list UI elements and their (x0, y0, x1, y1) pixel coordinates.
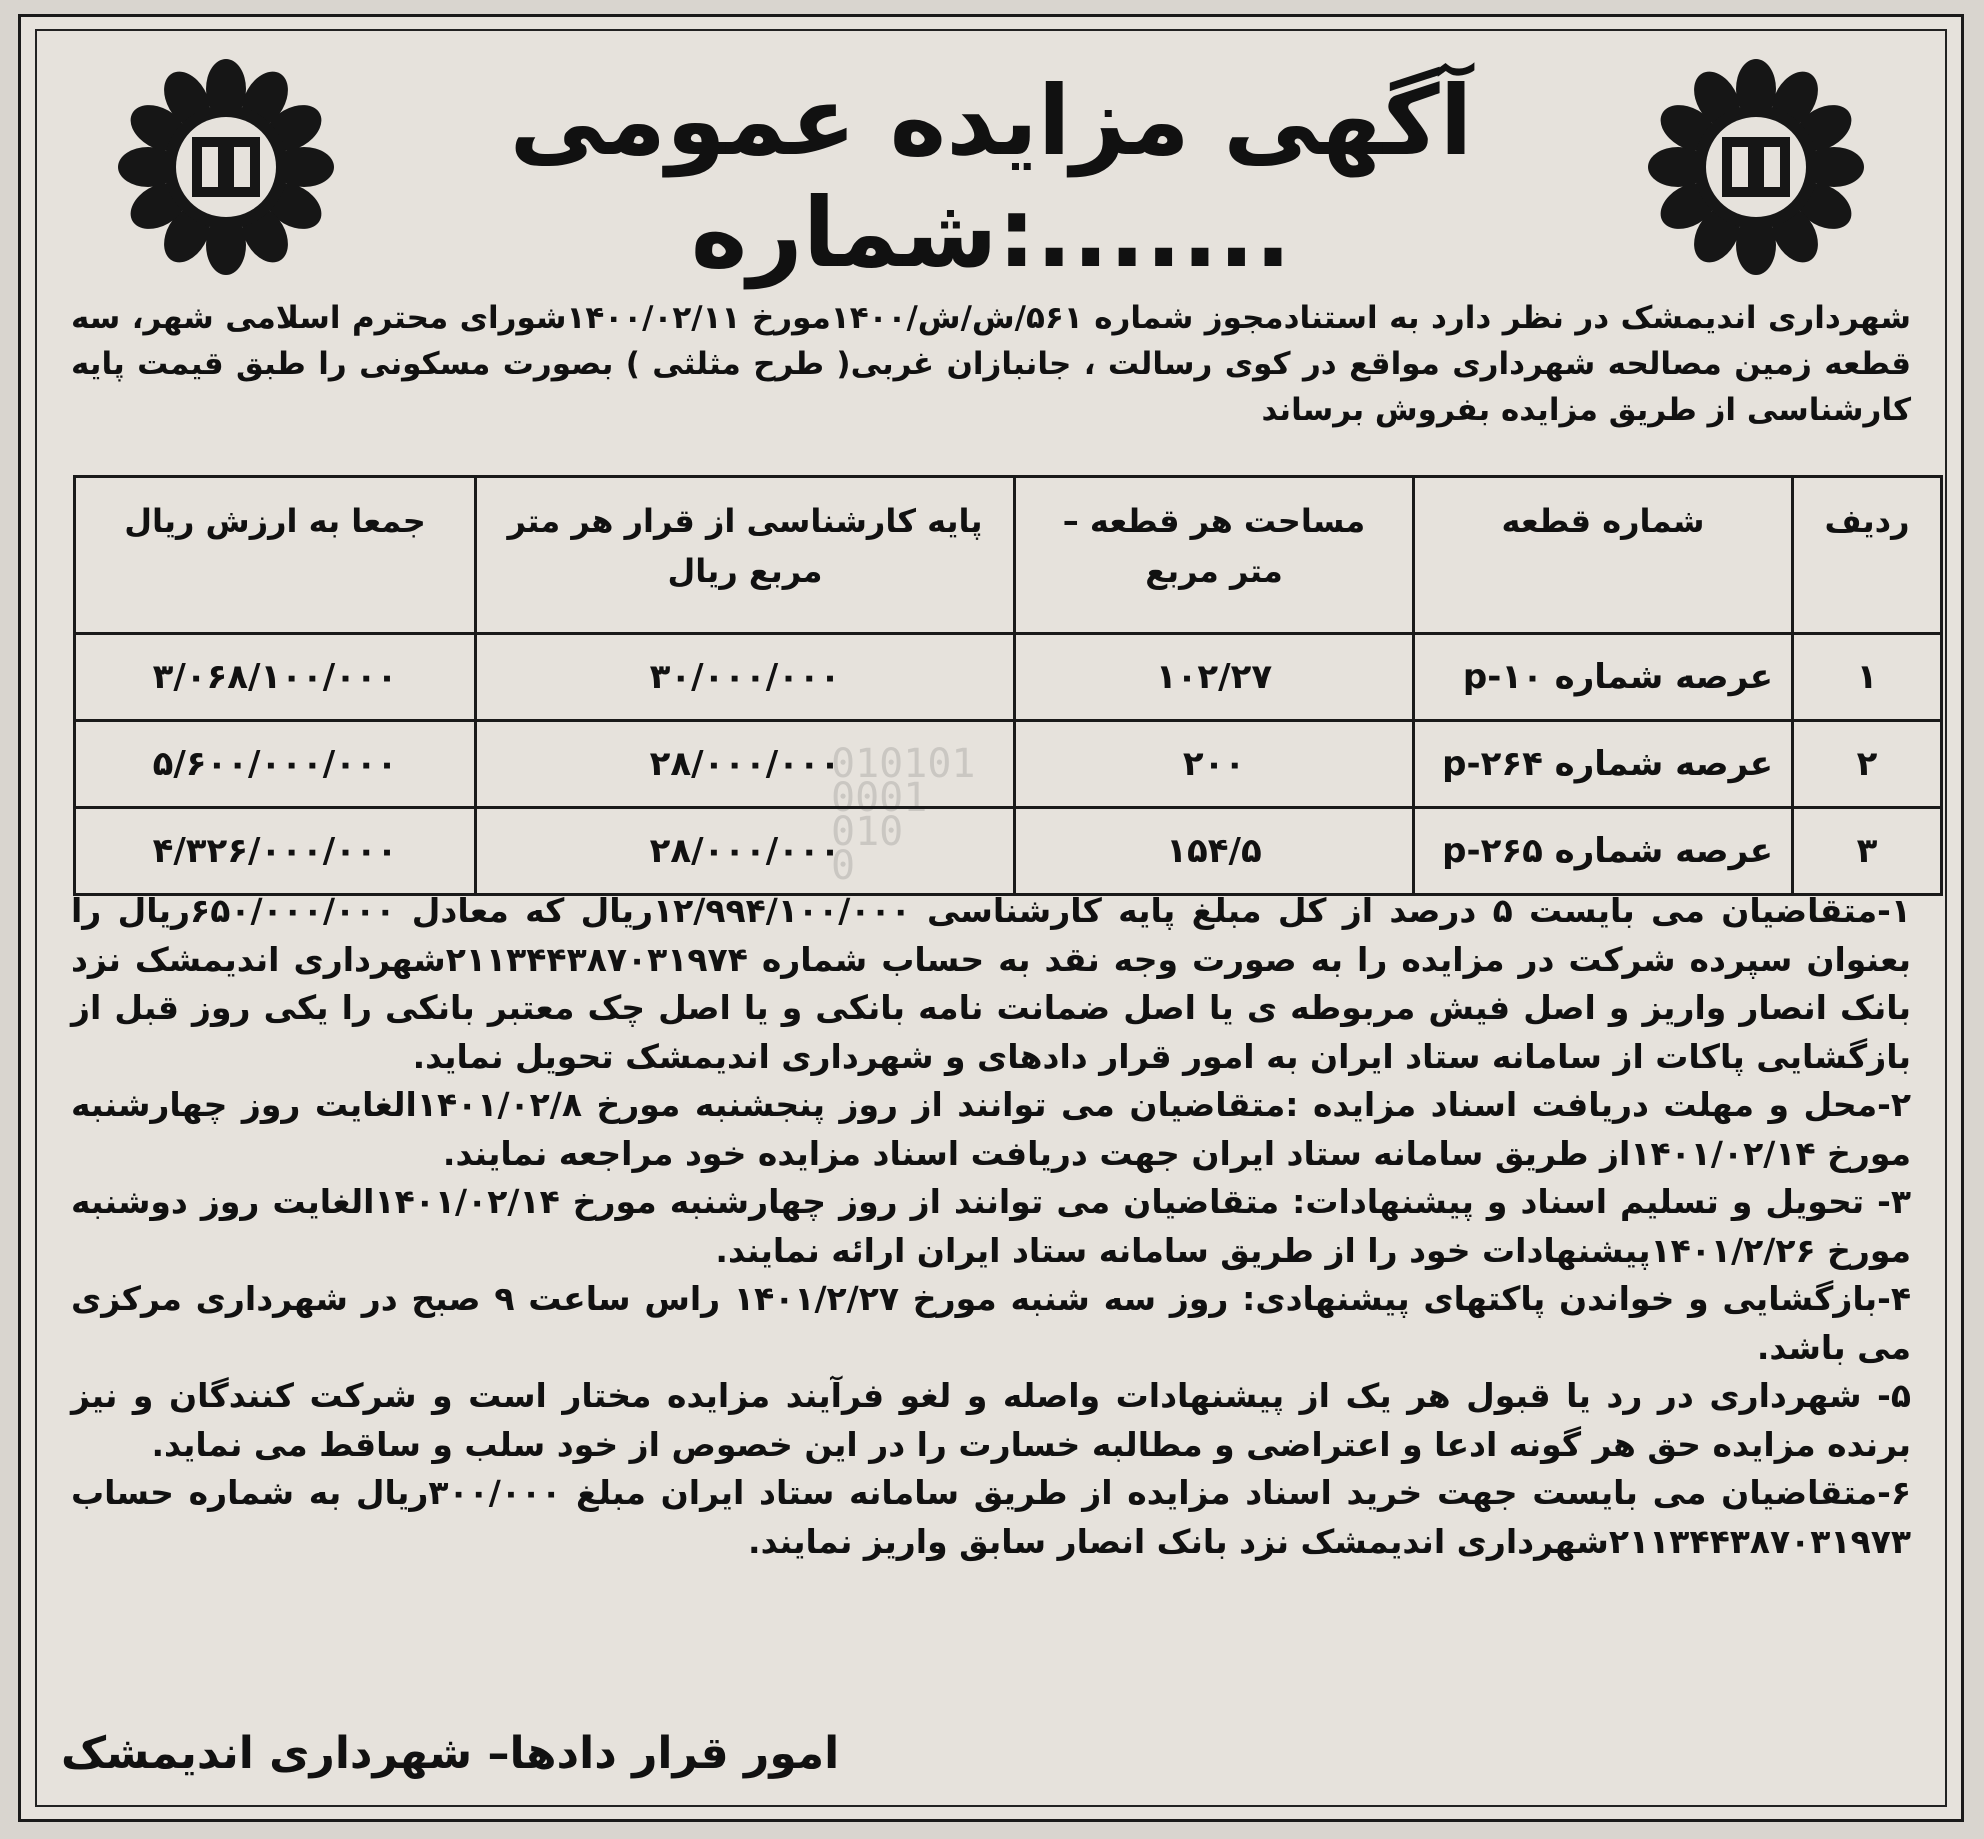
cell-total-value: ۳/۰۶۸/۱۰۰/۰۰۰ (75, 634, 476, 721)
cell-base-price: ۲۸/۰۰۰/۰۰۰ (476, 721, 1015, 808)
cell-area: ۲۰۰ (1015, 721, 1414, 808)
notice-page (18, 14, 1964, 1822)
clause-item: ۴-بازگشایی و خواندن پاکتهای پیشنهادی: روز سه شنبه مورخ ۱۴۰۱/۲/۲۷ راس ساعت ۹ صبح در شهرداری مرکزی می باشد. (71, 1279, 1911, 1367)
clause-item: ۶-متقاضیان می بایست جهت خرید اسناد مزایده از طریق سامانه ستاد ایران مبلغ ۳۰۰/۰۰۰ریال به شماره حساب ۲۱۱۳۴۴۳۸۷۰۳۱۹۷۳شهرداری اندیمشک نزد بانک انصار سابق واریز نمایند. (71, 1473, 1911, 1561)
watermark: 010101 0001 010 0 (831, 741, 976, 889)
table-row (75, 634, 1942, 721)
notice-title: آگهی مزایده عمومی (509, 65, 1473, 177)
clause-item: ۵- شهرداری در رد یا قبول هر یک از پیشنهادات واصله و لغو فرآیند مزایده مختار است و شرکت کنندگان و نیز برنده مزایده حق هر گونه ادعا و اعتراضی و مطالبه خسارت را در این خصوص از خود سلب و ساقط می نماید. (71, 1376, 1911, 1464)
table-row (75, 808, 1942, 895)
header-lot-number: شماره قطعه (1414, 477, 1793, 634)
cell-row-number: ۳ (1793, 808, 1942, 895)
cell-total-value: ۵/۶۰۰/۰۰۰/۰۰۰ (75, 721, 476, 808)
clause-item: ۱-متقاضیان می بایست ۵ درصد از کل مبلغ پایه کارشناسی ۱۲/۹۹۴/۱۰۰/۰۰۰ریال که معادل ۶۵۰/۰۰۰/۰۰۰ریال را بعنوان سپرده شرکت در مزایده را به صورت وجه نقد به حساب شماره ۲۱۱۳۴۴۳۸۷۰۳۱۹۷۴شهرداری اندیمشک نزد بانک انصار واریز و اصل فیش مربوطه ی یا اصل ضمانت نامه بانکی و یا اصل چک معتبر بانکی را یکی روز قبل از بازگشایی پاکات از سامانه ستاد ایران به امور قرار دادهای و شهرداری اندیمشک تحویل نماید. (71, 891, 1912, 1076)
header-row-number: ردیف (1793, 477, 1942, 634)
header-base-price: پایه کارشناسی از قرار هر متر مربع ریال (476, 477, 1015, 634)
cell-area: ۱۰۲/۲۷ (1015, 634, 1414, 721)
table-row (75, 721, 1942, 808)
cell-lot-number: عرصه شماره ۲۶۵-p (1414, 808, 1793, 895)
cell-row-number: ۲ (1793, 721, 1942, 808)
cell-lot-number: عرصه شماره ۱۰-p (1414, 634, 1793, 721)
header-area: مساحت هر قطعه – متر مربع (1015, 477, 1414, 634)
header-total-value: جمعا به ارزش ریال (75, 477, 476, 634)
clauses-list (71, 887, 1911, 1566)
signature-line: امور قرار دادها– شهرداری اندیمشک (61, 1728, 840, 1779)
clause-item: ۲-محل و مهلت دریافت اسناد مزایده :متقاضیان می توانند از روز پنجشنبه مورخ ۱۴۰۱/۰۲/۸الغایت روز چهارشنبه مورخ ۱۴۰۱/۰۲/۱۴از طریق سامانه ستاد ایران جهت دریافت اسناد مزایده خود مراجعه نمایند. (71, 1085, 1911, 1173)
cell-row-number: ۱ (1793, 634, 1942, 721)
cell-area: ۱۵۴/۵ (1015, 808, 1414, 895)
table-header-row (75, 477, 1942, 634)
clause-item: ۳- تحویل و تسلیم اسناد و پیشنهادات: متقاضیان می توانند از روز چهارشنبه مورخ ۱۴۰۱/۰۲/۱۴الغایت روز دوشنبه مورخ ۱۴۰۱/۲/۲۶پیشنهادات خود را از طریق سامانه ستاد ایران ارائه نمایند. (71, 1182, 1911, 1270)
notice-number: شماره:....... (690, 177, 1292, 289)
cell-total-value: ۴/۳۲۶/۰۰۰/۰۰۰ (75, 808, 476, 895)
cell-lot-number: عرصه شماره ۲۶۴-p (1414, 721, 1793, 808)
intro-paragraph: شهرداری اندیمشک در نظر دارد به استنادمجوز شماره ۵۶۱/ش/ش/۱۴۰۰مورخ ۱۴۰۰/۰۲/۱۱شورای محترم اسلامی شهر، سه قطعه زمین مصالحه شهرداری مواقع در کوی رسالت ، جانبازان غربی( طرح مثلثی ) بصورت مسکونی را طبق قیمت پایه کارشناسی از طریق مزایده بفروش برساند (71, 300, 1912, 428)
cell-base-price: ۳۰/۰۰۰/۰۰۰ (476, 634, 1015, 721)
lots-table (73, 475, 1943, 896)
cell-base-price: ۲۸/۰۰۰/۰۰۰ (476, 808, 1015, 895)
